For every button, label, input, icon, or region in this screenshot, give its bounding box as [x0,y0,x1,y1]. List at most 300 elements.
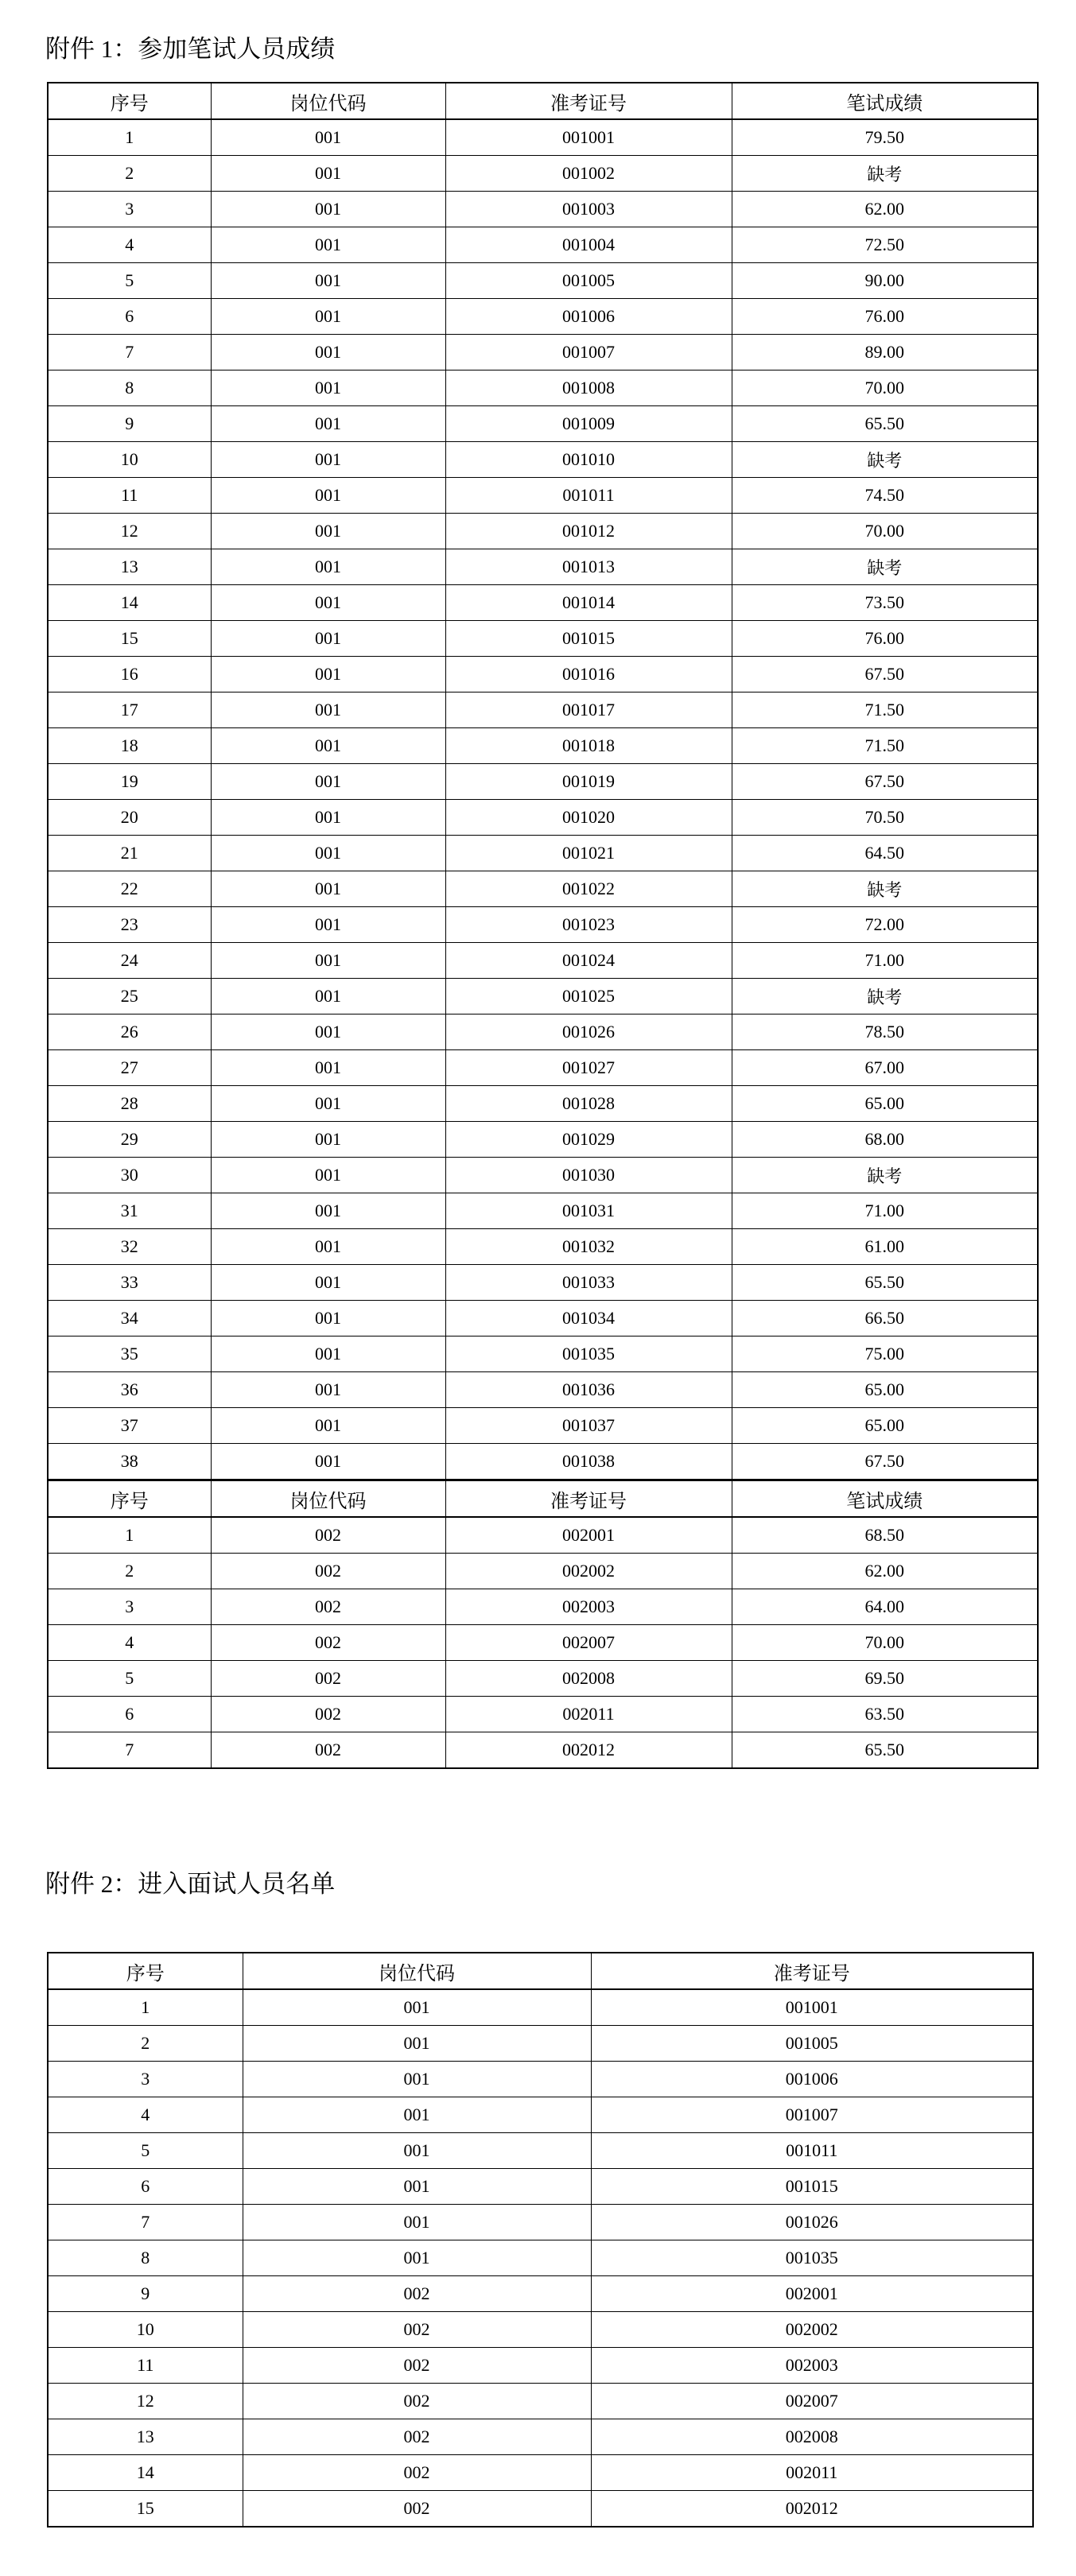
table-cell: 缺考 [732,871,1038,907]
table-cell: 001014 [445,585,732,621]
table-cell: 70.00 [732,370,1038,406]
table-cell: 18 [48,728,211,764]
table-row [48,943,1038,979]
table-header-row [48,1480,1038,1518]
table-cell: 70.00 [732,1625,1038,1661]
interview-candidates-table-body [48,1953,1033,2527]
table-cell: 001 [211,692,445,728]
table-row [48,1014,1038,1050]
table-cell: 14 [48,585,211,621]
table-cell: 24 [48,943,211,979]
table-cell: 37 [48,1408,211,1444]
table-cell: 27 [48,1050,211,1086]
table-cell: 001019 [445,764,732,800]
table-cell: 001 [211,1050,445,1086]
table-cell: 1 [48,1989,243,2026]
table-cell: 73.50 [732,585,1038,621]
table-cell: 2 [48,1554,211,1589]
table-cell: 001032 [445,1229,732,1265]
table-cell: 001005 [591,2026,1033,2062]
table-cell: 68.50 [732,1517,1038,1554]
table-cell: 9 [48,2276,243,2312]
table-cell: 71.50 [732,692,1038,728]
table-cell: 002 [211,1697,445,1732]
column-header: 笔试成绩 [732,83,1038,119]
table-cell: 67.50 [732,1444,1038,1480]
table-cell: 7 [48,1732,211,1769]
column-header: 准考证号 [445,83,732,119]
table-row [48,621,1038,657]
table-cell: 001004 [445,227,732,263]
column-header: 笔试成绩 [732,1480,1038,1518]
table-cell: 001 [211,871,445,907]
table-row [48,1265,1038,1301]
table-cell: 001 [211,1336,445,1372]
table-cell: 61.00 [732,1229,1038,1265]
table-cell: 74.50 [732,478,1038,514]
table-cell: 001 [211,979,445,1014]
table-cell: 002002 [591,2312,1033,2348]
table-cell: 10 [48,442,211,478]
table-cell: 64.50 [732,836,1038,871]
table-cell: 70.00 [732,514,1038,549]
column-header: 序号 [48,1953,243,1989]
table-cell: 65.50 [732,406,1038,442]
table-cell: 63.50 [732,1697,1038,1732]
table-cell: 002003 [445,1589,732,1625]
table-cell: 002 [243,2312,591,2348]
table-cell: 35 [48,1336,211,1372]
table-cell: 6 [48,299,211,335]
table-cell: 71.50 [732,728,1038,764]
table-cell: 65.50 [732,1265,1038,1301]
table-cell: 78.50 [732,1014,1038,1050]
table-cell: 001 [211,585,445,621]
table-cell: 001 [243,2205,591,2240]
table-cell: 10 [48,2312,243,2348]
table-cell: 5 [48,2133,243,2169]
table-row [48,1336,1038,1372]
table-cell: 67.50 [732,764,1038,800]
table-cell: 2 [48,2026,243,2062]
table-row [48,1193,1038,1229]
table-cell: 5 [48,1661,211,1697]
table-cell: 002 [211,1517,445,1554]
table-cell: 001027 [445,1050,732,1086]
table-cell: 001037 [445,1408,732,1444]
table-cell: 001 [211,1158,445,1193]
table-cell: 001011 [445,478,732,514]
table-row [48,2419,1033,2455]
table-row [48,227,1038,263]
table-cell: 001 [243,2133,591,2169]
table-cell: 001 [243,2097,591,2133]
table-cell: 25 [48,979,211,1014]
table-cell: 002012 [591,2491,1033,2528]
table-cell: 缺考 [732,1158,1038,1193]
table-row [48,1301,1038,1336]
table-row [48,2312,1033,2348]
table-cell: 001007 [445,335,732,370]
table-row [48,1444,1038,1480]
table-row [48,2384,1033,2419]
table-cell: 001030 [445,1158,732,1193]
table-cell: 001 [211,156,445,192]
table-cell: 001 [211,764,445,800]
table-cell: 001 [211,1372,445,1408]
table-cell: 1 [48,119,211,156]
column-header: 准考证号 [445,1480,732,1518]
table-row [48,2205,1033,2240]
column-header: 准考证号 [591,1953,1033,1989]
table-cell: 001023 [445,907,732,943]
table-cell: 7 [48,335,211,370]
table-cell: 002008 [591,2419,1033,2455]
table-cell: 12 [48,514,211,549]
table-cell: 72.00 [732,907,1038,943]
table-header-row [48,83,1038,119]
column-header: 序号 [48,1480,211,1518]
table-cell: 001010 [445,442,732,478]
table-cell: 001 [211,478,445,514]
table-cell: 65.00 [732,1372,1038,1408]
table-cell: 缺考 [732,156,1038,192]
table-cell: 002007 [591,2384,1033,2419]
table-row [48,1517,1038,1554]
table-row [48,979,1038,1014]
table-row [48,549,1038,585]
table-cell: 15 [48,621,211,657]
table-cell: 33 [48,1265,211,1301]
table-cell: 3 [48,1589,211,1625]
table-row [48,406,1038,442]
table-cell: 001028 [445,1086,732,1122]
table-cell: 001 [211,836,445,871]
table-cell: 001024 [445,943,732,979]
table-cell: 67.00 [732,1050,1038,1086]
table-row [48,478,1038,514]
table-cell: 90.00 [732,263,1038,299]
table-cell: 001001 [591,1989,1033,2026]
table-cell: 001 [211,227,445,263]
table-cell: 002 [243,2491,591,2528]
table-row [48,514,1038,549]
table-cell: 32 [48,1229,211,1265]
table-cell: 20 [48,800,211,836]
column-header: 岗位代码 [211,83,445,119]
written-test-scores-table [47,82,1039,1769]
table-cell: 9 [48,406,211,442]
table-cell: 001006 [445,299,732,335]
table-row [48,871,1038,907]
table-cell: 001031 [445,1193,732,1229]
table-cell: 001020 [445,800,732,836]
table-cell: 8 [48,2240,243,2276]
table-cell: 72.50 [732,227,1038,263]
column-header: 序号 [48,83,211,119]
table-cell: 001007 [591,2097,1033,2133]
column-header: 岗位代码 [243,1953,591,1989]
table-row [48,192,1038,227]
table-cell: 65.50 [732,1732,1038,1769]
table-cell: 30 [48,1158,211,1193]
table-cell: 6 [48,1697,211,1732]
table-cell: 001 [211,192,445,227]
table-cell: 001 [211,299,445,335]
table-row [48,370,1038,406]
table-cell: 62.00 [732,1554,1038,1589]
table-cell: 6 [48,2169,243,2205]
table-cell: 002 [211,1661,445,1697]
table-row [48,764,1038,800]
table-cell: 14 [48,2455,243,2491]
table-row [48,1086,1038,1122]
table-cell: 001011 [591,2133,1033,2169]
table-cell: 002011 [445,1697,732,1732]
table-row [48,1050,1038,1086]
table-cell: 001 [211,800,445,836]
table-cell: 001003 [445,192,732,227]
table-row [48,728,1038,764]
table-cell: 002 [243,2384,591,2419]
table-row [48,657,1038,692]
table-cell: 002 [243,2276,591,2312]
table-cell: 11 [48,478,211,514]
table-cell: 001 [211,1086,445,1122]
table-row [48,1989,1033,2026]
table-cell: 002001 [591,2276,1033,2312]
table-cell: 001 [211,1229,445,1265]
table-cell: 001036 [445,1372,732,1408]
table-cell: 26 [48,1014,211,1050]
table-cell: 001016 [445,657,732,692]
table-cell: 001 [211,1122,445,1158]
table-cell: 002008 [445,1661,732,1697]
attachment2-title: 附件 2：进入面试人员名单 [45,1870,336,1898]
table-cell: 002 [243,2348,591,2384]
table-cell: 001 [211,1444,445,1480]
table-cell: 2 [48,156,211,192]
table-cell: 001035 [591,2240,1033,2276]
table-cell: 002 [243,2455,591,2491]
table-cell: 15 [48,2491,243,2528]
table-cell: 002 [211,1589,445,1625]
table-cell: 4 [48,2097,243,2133]
table-cell: 34 [48,1301,211,1336]
table-cell: 31 [48,1193,211,1229]
table-row [48,263,1038,299]
table-row [48,2491,1033,2528]
table-cell: 001 [211,514,445,549]
table-cell: 001006 [591,2062,1033,2097]
table-row [48,1732,1038,1769]
table-row [48,1372,1038,1408]
table-cell: 002007 [445,1625,732,1661]
table-cell: 001 [211,621,445,657]
table-cell: 68.00 [732,1122,1038,1158]
table-cell: 28 [48,1086,211,1122]
table-cell: 001021 [445,836,732,871]
table-cell: 001026 [591,2205,1033,2240]
table-cell: 001025 [445,979,732,1014]
table-cell: 1 [48,1517,211,1554]
table-cell: 001017 [445,692,732,728]
table-row [48,2062,1033,2097]
table-cell: 001 [211,263,445,299]
table-row [48,2133,1033,2169]
table-cell: 001013 [445,549,732,585]
table-cell: 002012 [445,1732,732,1769]
table-cell: 001 [243,1989,591,2026]
table-cell: 3 [48,192,211,227]
table-row [48,1661,1038,1697]
table-cell: 001038 [445,1444,732,1480]
interview-candidates-table [47,1952,1034,2528]
table-cell: 002011 [591,2455,1033,2491]
attachment1-title: 附件 1：参加笔试人员成绩 [45,35,336,63]
table-cell: 67.50 [732,657,1038,692]
table-row [48,2276,1033,2312]
table-row [48,299,1038,335]
table-row [48,1697,1038,1732]
table-cell: 001 [243,2062,591,2097]
table-cell: 65.00 [732,1408,1038,1444]
table-cell: 5 [48,263,211,299]
table-cell: 69.50 [732,1661,1038,1697]
table-cell: 001018 [445,728,732,764]
table-cell: 21 [48,836,211,871]
table-cell: 001 [211,406,445,442]
table-cell: 002 [243,2419,591,2455]
table-cell: 001022 [445,871,732,907]
table-cell: 002001 [445,1517,732,1554]
table-cell: 001 [211,549,445,585]
table-cell: 001 [211,370,445,406]
table-header-row [48,1953,1033,1989]
table-row [48,585,1038,621]
table-cell: 001 [211,1301,445,1336]
table-cell: 002 [211,1732,445,1769]
table-cell: 001005 [445,263,732,299]
table-cell: 13 [48,549,211,585]
table-cell: 001 [211,907,445,943]
table-row [48,2240,1033,2276]
table-cell: 001 [211,335,445,370]
table-cell: 001015 [445,621,732,657]
table-cell: 19 [48,764,211,800]
table-cell: 001 [243,2169,591,2205]
table-row [48,1554,1038,1589]
table-cell: 002 [211,1625,445,1661]
table-cell: 23 [48,907,211,943]
table-cell: 001 [211,728,445,764]
table-row [48,335,1038,370]
table-cell: 4 [48,227,211,263]
table-cell: 001 [211,1193,445,1229]
table-cell: 001 [211,1408,445,1444]
table-cell: 001008 [445,370,732,406]
table-cell: 缺考 [732,442,1038,478]
table-cell: 7 [48,2205,243,2240]
table-cell: 3 [48,2062,243,2097]
table-cell: 89.00 [732,335,1038,370]
table-cell: 001035 [445,1336,732,1372]
table-row [48,2026,1033,2062]
table-cell: 8 [48,370,211,406]
column-header: 岗位代码 [211,1480,445,1518]
table-row [48,1589,1038,1625]
table-cell: 001 [211,657,445,692]
table-cell: 76.00 [732,621,1038,657]
table-cell: 65.00 [732,1086,1038,1122]
table-cell: 001 [243,2026,591,2062]
table-row [48,2169,1033,2205]
table-row [48,2097,1033,2133]
table-cell: 71.00 [732,1193,1038,1229]
table-cell: 002003 [591,2348,1033,2384]
table-cell: 22 [48,871,211,907]
written-test-scores-table-body [48,83,1038,1768]
table-row [48,1158,1038,1193]
table-row [48,2455,1033,2491]
table-cell: 001012 [445,514,732,549]
table-cell: 001034 [445,1301,732,1336]
table-row [48,800,1038,836]
table-row [48,692,1038,728]
table-cell: 11 [48,2348,243,2384]
table-row [48,836,1038,871]
table-cell: 001033 [445,1265,732,1301]
table-cell: 001026 [445,1014,732,1050]
table-cell: 12 [48,2384,243,2419]
table-cell: 001 [211,1014,445,1050]
table-cell: 16 [48,657,211,692]
table-cell: 001 [211,1265,445,1301]
table-row [48,1229,1038,1265]
table-cell: 36 [48,1372,211,1408]
table-row [48,907,1038,943]
table-cell: 缺考 [732,549,1038,585]
table-cell: 76.00 [732,299,1038,335]
table-row [48,1625,1038,1661]
table-cell: 001 [243,2240,591,2276]
table-cell: 001001 [445,119,732,156]
table-cell: 75.00 [732,1336,1038,1372]
table-cell: 64.00 [732,1589,1038,1625]
table-cell: 001 [211,442,445,478]
table-cell: 38 [48,1444,211,1480]
table-row [48,1408,1038,1444]
table-cell: 002 [211,1554,445,1589]
table-cell: 66.50 [732,1301,1038,1336]
table-cell: 001029 [445,1122,732,1158]
table-cell: 001 [211,119,445,156]
table-cell: 001015 [591,2169,1033,2205]
table-cell: 缺考 [732,979,1038,1014]
table-cell: 70.50 [732,800,1038,836]
table-cell: 29 [48,1122,211,1158]
table-row [48,442,1038,478]
table-row [48,156,1038,192]
table-cell: 001002 [445,156,732,192]
table-row [48,2348,1033,2384]
table-cell: 4 [48,1625,211,1661]
table-cell: 001 [211,943,445,979]
table-cell: 002002 [445,1554,732,1589]
table-cell: 79.50 [732,119,1038,156]
table-cell: 71.00 [732,943,1038,979]
table-cell: 17 [48,692,211,728]
